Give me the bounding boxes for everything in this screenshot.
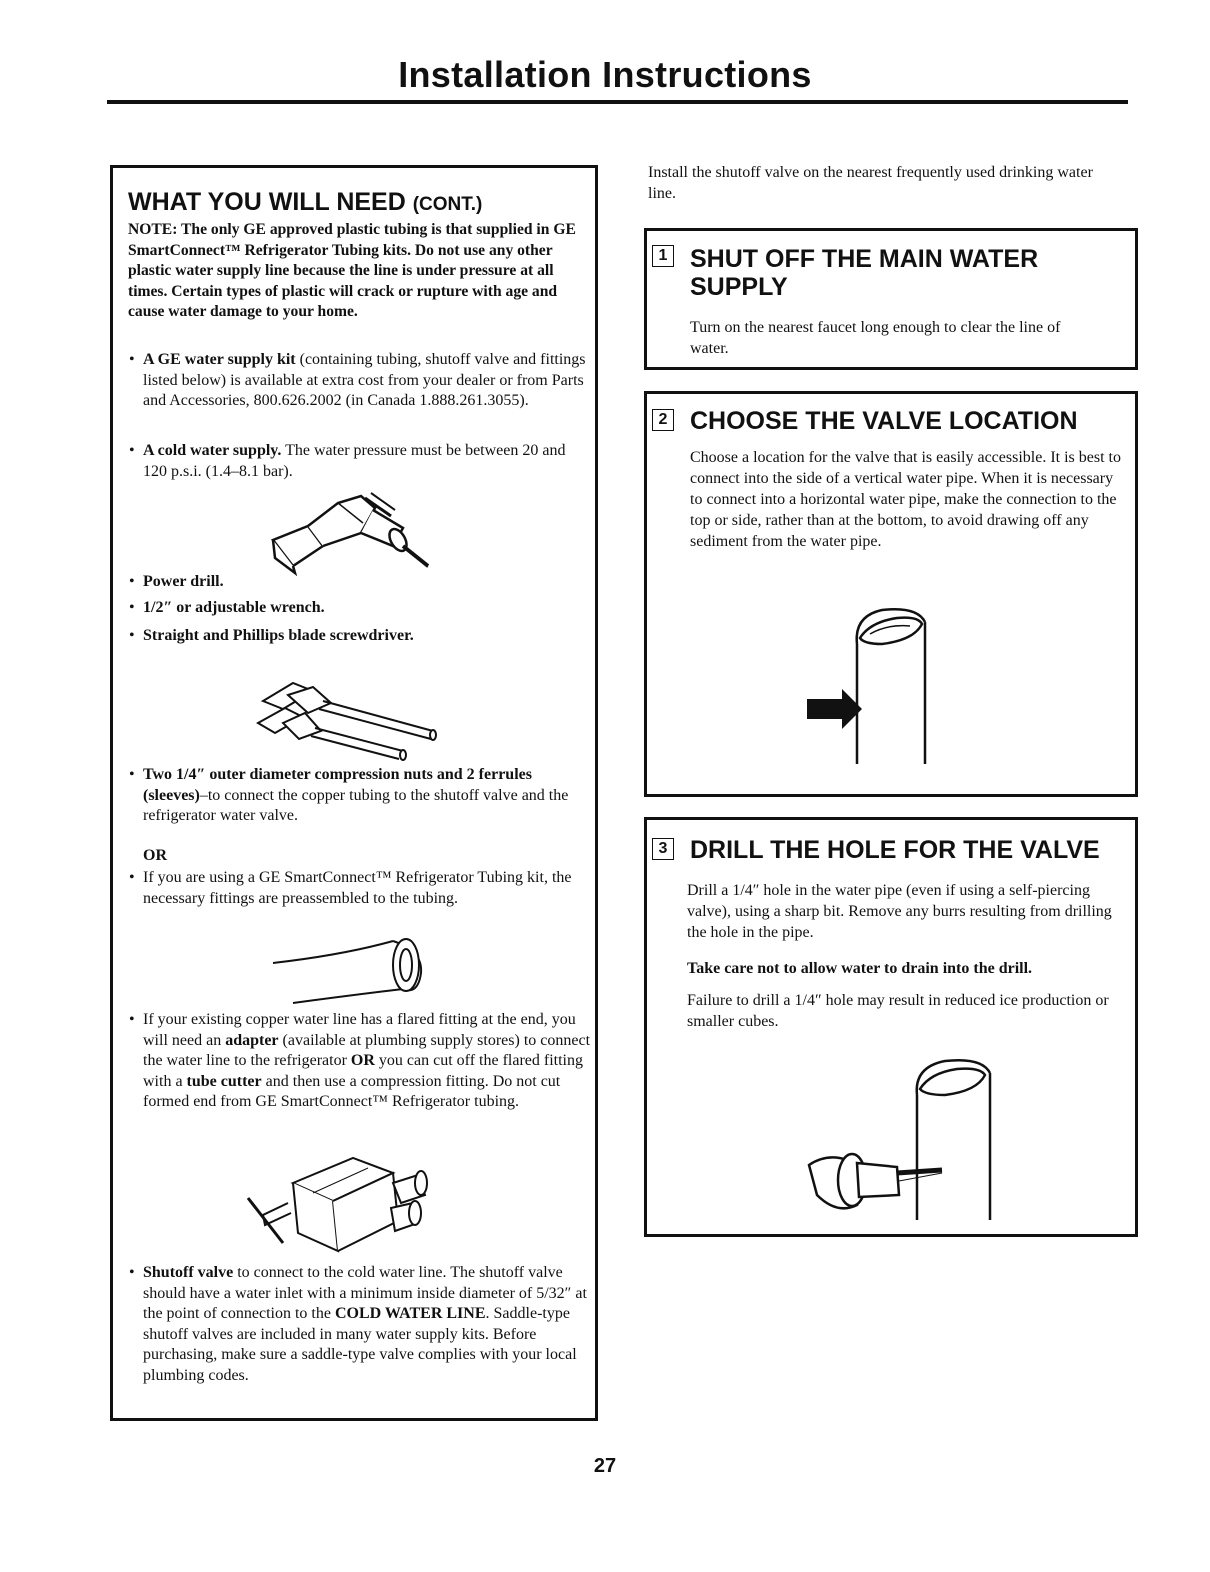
step-3-title: DRILL THE HOLE FOR THE VALVE <box>690 836 1100 864</box>
step-1-box <box>644 228 1138 370</box>
kit-text: (containing tubing, shutoff valve and fittings listed below) is available at extra cost from your dealer or from Parts and Accessories, 800.626.2002 (in Canada 1.888.261.3055). <box>143 351 586 409</box>
step-2-title: CHOOSE THE VALVE LOCATION <box>690 407 1078 435</box>
shutoff-valve-illustration <box>243 1153 443 1263</box>
list-item-adapter: • If your existing copper water line has a flared fitting at the end, you will need an adapter (available at plumbing supply stores) to connect the water line to the refrigerator OR you can cut off the flared fitting with a tube cutter and then use a compression fitting. Do not cut formed end from GE SmartConnect™ Refrigerator tubing. <box>129 1011 591 1110</box>
step-1-title: SHUT OFF THE MAIN WATER SUPPLY <box>690 245 1039 301</box>
tube-cutter-label: tube cutter <box>186 1072 262 1090</box>
panel-heading <box>128 188 482 219</box>
step-2-box <box>644 391 1138 797</box>
adapter-text-3: you can cut off the flared fitting with a <box>143 1052 583 1090</box>
adapter-text-2: (available at plumbing supply stores) to connect the water line to the refrigerator <box>143 1031 591 1069</box>
adapter-label: adapter <box>225 1031 279 1049</box>
step-3-number: 3 <box>652 838 674 860</box>
step-3-warning: Take care not to allow water to drain into the drill. <box>687 960 1033 977</box>
cold-water-text: The water pressure must be between 20 and 120 p.s.i. (1.4–8.1 bar). <box>143 442 566 480</box>
wrench-label: 1/2″ or adjustable wrench. <box>143 599 325 616</box>
step-1-body: Turn on the nearest faucet long enough to clear the line of water. <box>690 319 1061 357</box>
smartconnect-text: If you are using a GE SmartConnect™ Refrigerator Tubing kit, the necessary fittings are preassembled to the tubing. <box>143 869 572 907</box>
flared-fitting-illustration <box>263 933 433 1008</box>
cold-water-label: A cold water supply. <box>143 442 282 459</box>
compression-nuts-text: –to connect the copper tubing to the shutoff valve and the refrigerator water valve. <box>143 786 569 824</box>
adapter-text-1: If your existing copper water line has a flared fitting at the end, you will need an <box>143 1011 576 1049</box>
list-item-compression-nuts: • Two 1/4″ outer diameter compression nuts and 2 ferrules (sleeves)–to connect the copper tubing to the shutoff valve and the refrigerator water valve. <box>129 766 569 824</box>
step-3-note: Failure to drill a 1/4″ hole may result in reduced ice production or smaller cubes. <box>687 992 1109 1030</box>
step-3-box <box>644 817 1138 1237</box>
step-2-number: 2 <box>652 409 674 431</box>
power-drill-label: Power drill. <box>143 573 224 590</box>
list-item-kit: • A GE water supply kit (containing tubing, shutoff valve and fittings listed below) is available at extra cost from your dealer or from Parts and Accessories, 800.626.2002 (in Canada 1.888.261.3055). <box>129 351 586 409</box>
compression-nuts-illustration <box>253 673 453 758</box>
cold-water-line-label: COLD WATER LINE <box>334 1305 486 1322</box>
power-drill-illustration <box>253 488 453 583</box>
list-item-wrench: • 1/2″ or adjustable wrench. <box>129 599 325 616</box>
plastic-tubing-note: NOTE: The only GE approved plastic tubing is that supplied in GE SmartConnect™ Refrigerator Tubing kits. Do not use any other plastic water supply line because the line is under pressure at all times. Certain types of plastic will crack or rupture with age and cause water damage to your home. <box>128 221 576 320</box>
screwdriver-label: Straight and Phillips blade screwdriver. <box>143 627 414 644</box>
intro-text: Install the shutoff valve on the nearest frequently used drinking water line. <box>648 164 1093 202</box>
shutoff-text-1: to connect to the cold water line. The shutoff valve should have a water inlet with a minimum inside diameter of 5/32″ at the point of connection to the <box>143 1264 587 1322</box>
step-2-body: Choose a location for the valve that is easily accessible. It is best to connect into the side of a vertical water pipe. When it is necessary to connect into a horizontal water pipe, make the connection to the top or side, rather than at the bottom, to avoid drawing off any sediment from the water pipe. <box>690 449 1121 550</box>
or-separator: OR <box>143 847 167 864</box>
vertical-pipe-illustration <box>802 604 942 769</box>
adapter-text-4: and then use a compression fitting. Do not cut formed end from GE SmartConnect™ Refrigerator tubing. <box>143 1072 561 1110</box>
drilling-illustration <box>787 1055 1007 1230</box>
shutoff-text-2: . Saddle-type shutoff valves are included in many water supply kits. Before purchasing, make sure a saddle-type valve complies with your local plumbing codes. <box>143 1305 577 1384</box>
adapter-or: OR <box>350 1052 375 1069</box>
kit-label: A GE water supply kit <box>143 351 296 368</box>
list-item-screwdriver: • Straight and Phillips blade screwdriver. <box>129 627 414 644</box>
title-rule <box>107 100 1128 104</box>
panel-heading-main: WHAT YOU WILL NEED <box>128 188 406 216</box>
list-item-cold-water: • A cold water supply. The water pressure must be between 20 and 120 p.s.i. (1.4–8.1 bar). <box>129 442 566 480</box>
list-item-smartconnect: • If you are using a GE SmartConnect™ Refrigerator Tubing kit, the necessary fittings are preassembled to the tubing. <box>129 869 572 907</box>
page-title: Installation Instructions <box>398 54 812 95</box>
list-item-shutoff-valve: • Shutoff valve to connect to the cold water line. The shutoff valve should have a water inlet with a minimum inside diameter of 5/32″ at the point of connection to the COLD WATER LINE. Saddle-type shutoff valves are included in many water supply kits. Before purchasing, make sure a saddle-type valve complies with your local plumbing codes. <box>129 1264 587 1384</box>
shutoff-valve-label: Shutoff valve <box>143 1264 234 1281</box>
what-you-will-need-panel <box>110 165 598 1421</box>
step-3-body: Drill a 1/4″ hole in the water pipe (even if using a self-piercing valve), using a sharp bit. Remove any burrs resulting from drilling the hole in the pipe. <box>687 882 1112 941</box>
panel-heading-suffix: (CONT.) <box>412 194 483 215</box>
compression-nuts-label: Two 1/4″ outer diameter compression nuts and 2 ferrules (sleeves) <box>143 766 532 804</box>
page-number: 27 <box>593 1455 617 1477</box>
step-1-number: 1 <box>652 245 674 267</box>
list-item-power-drill: • Power drill. <box>129 573 224 590</box>
